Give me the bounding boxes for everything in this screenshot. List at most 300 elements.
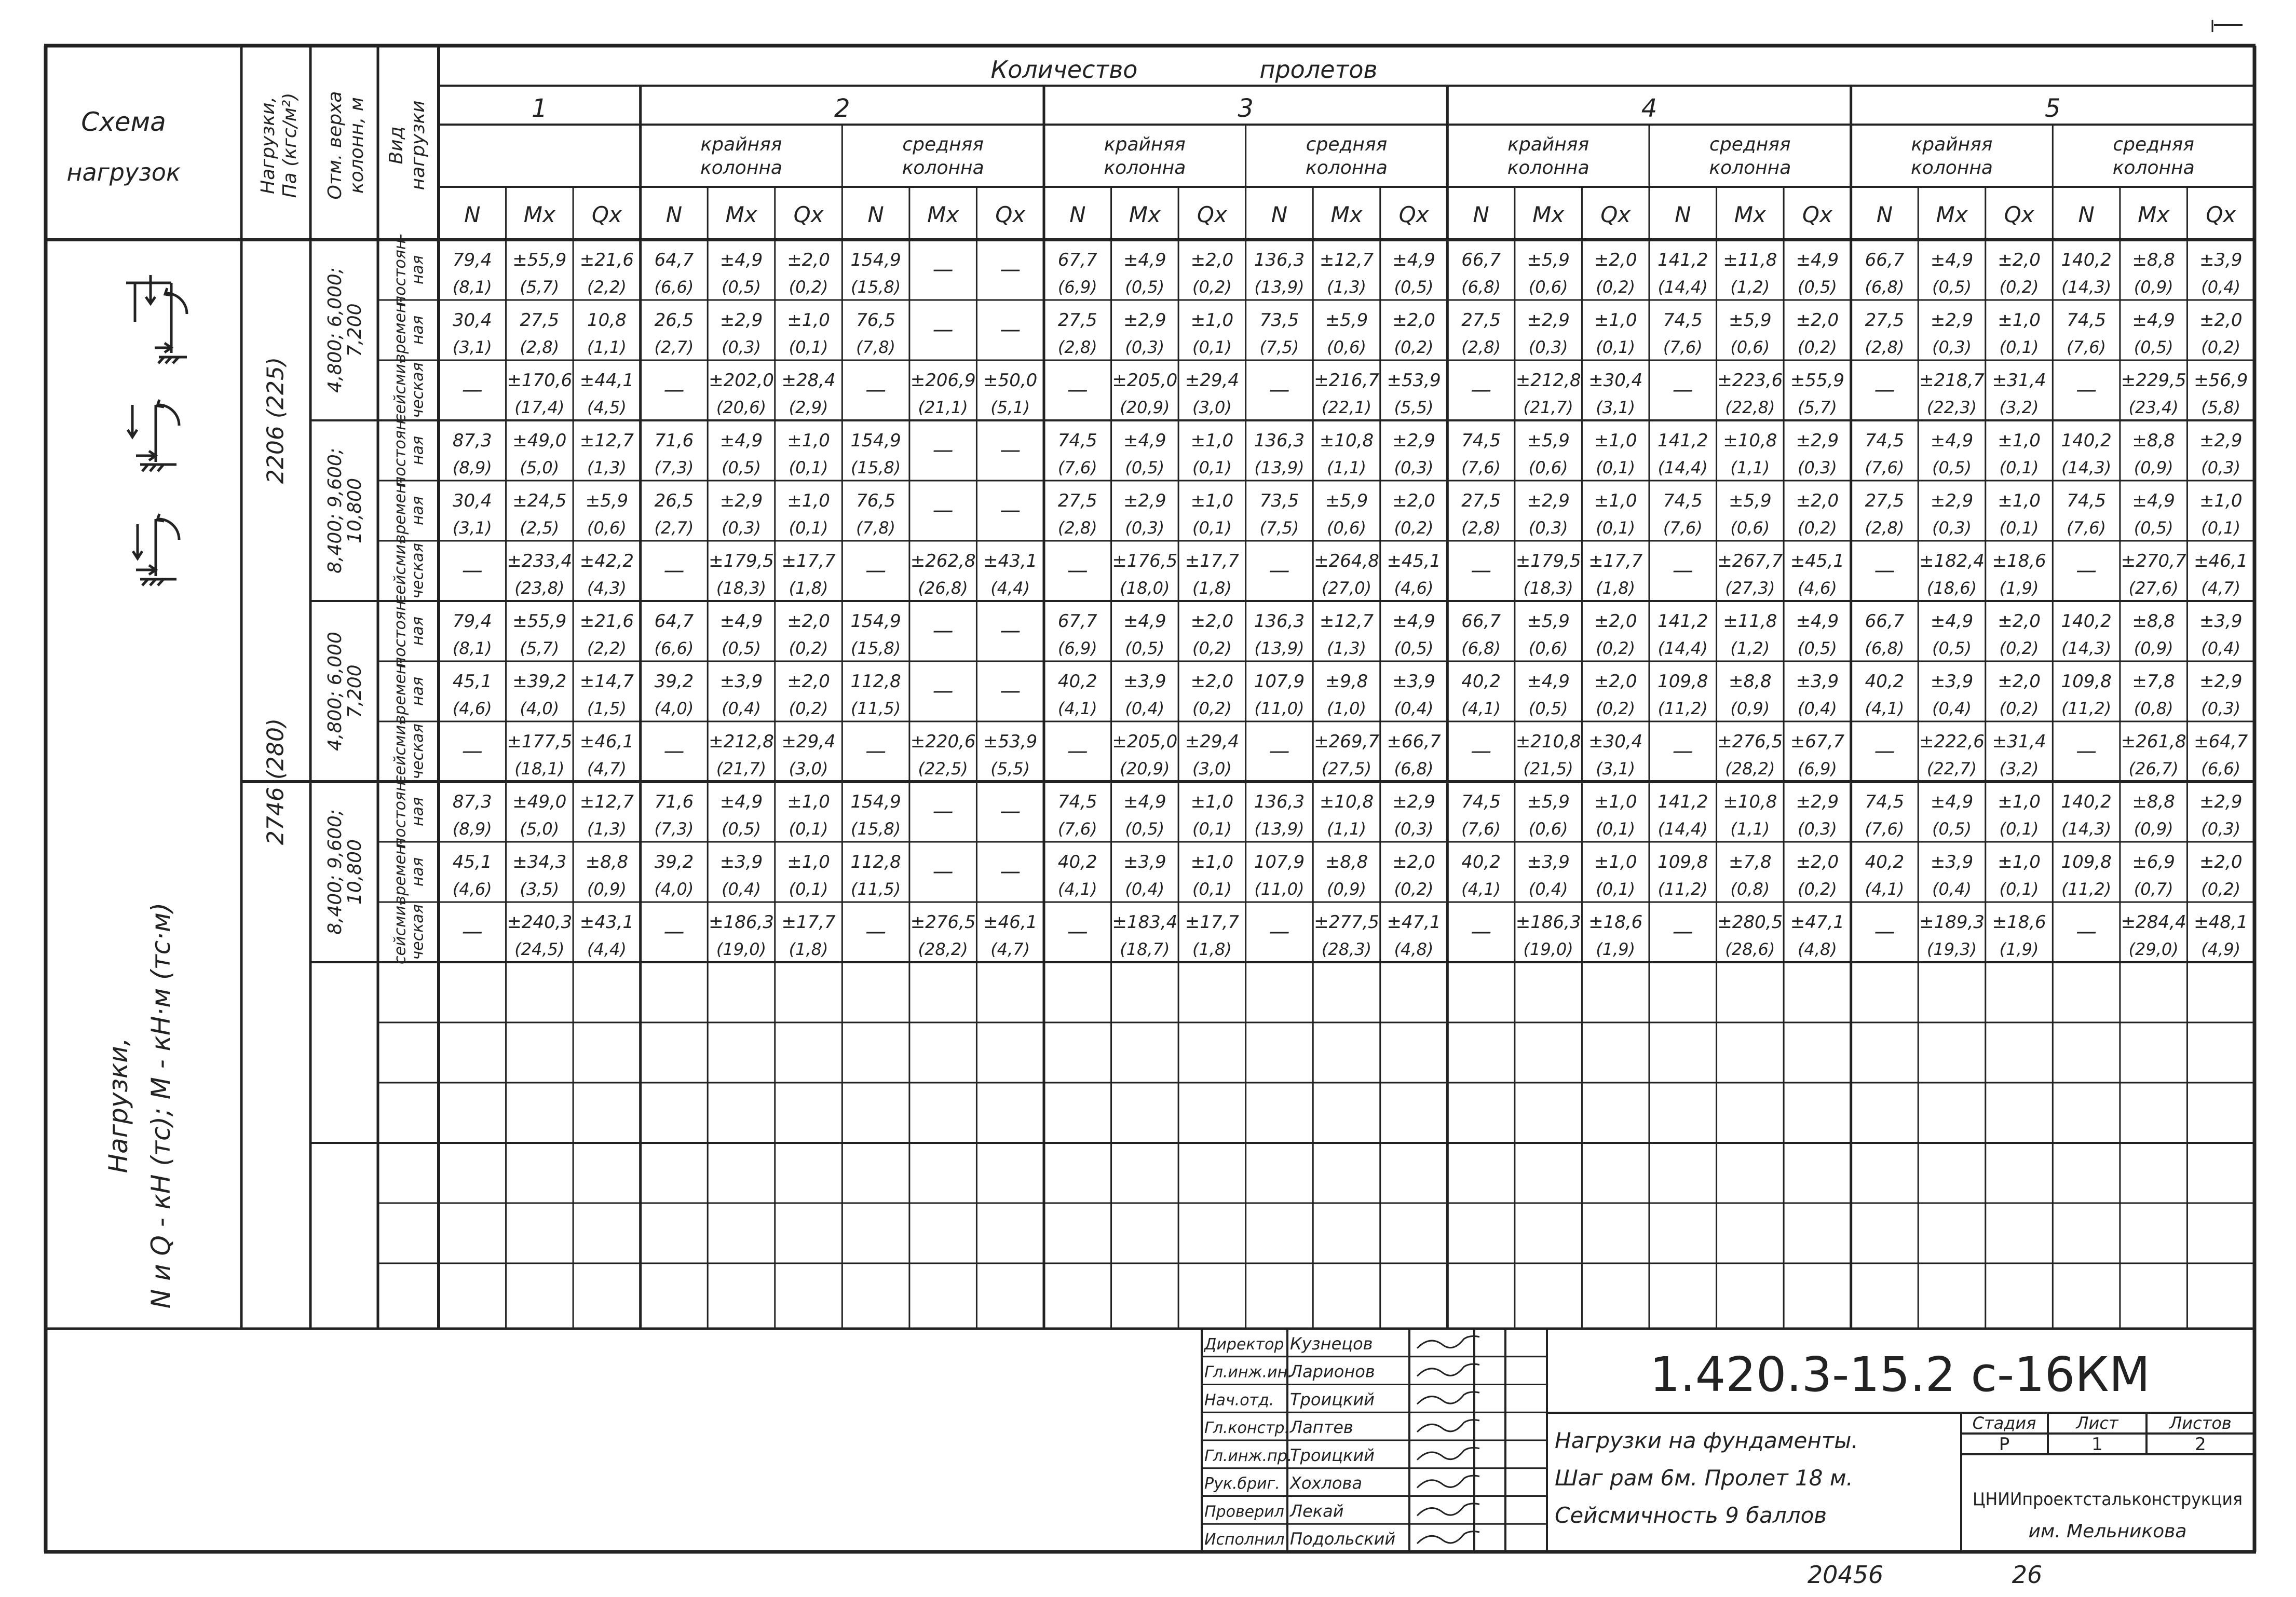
table-cell-value-kgf: (13,9) xyxy=(1254,277,1305,297)
table-cell-value: 67,7 xyxy=(1057,250,1097,270)
table-body xyxy=(263,234,2248,964)
svg-text:сейсми-: сейсми- xyxy=(391,539,410,603)
span-number: 4 xyxy=(1641,94,1658,123)
load-group-label xyxy=(263,718,289,845)
table-cell-value-kgf: (0,2) xyxy=(1394,879,1434,899)
svg-text:ческая: ческая xyxy=(409,724,427,780)
table-cell-value-kgf: (0,1) xyxy=(1192,879,1232,899)
table-cell-value-kgf: (0,4) xyxy=(1797,699,1837,718)
table-cell-value: ±1,0 xyxy=(2199,490,2243,511)
table-cell-value: ±4,9 xyxy=(719,791,763,812)
table-cell-value: ±4,9 xyxy=(1796,611,1839,632)
table-cell-value-kgf: (0,1) xyxy=(1999,458,2039,477)
table-cell-value: ±50,0 xyxy=(983,370,1038,391)
table-cell-value: 64,7 xyxy=(654,250,694,270)
table-cell-value-kgf: (0,4) xyxy=(1528,879,1568,899)
table-cell-value: ±4,9 xyxy=(719,611,763,632)
table-cell-value-kgf: (15,8) xyxy=(851,638,901,658)
table-cell-value-kgf: (11,0) xyxy=(1254,699,1305,718)
table-cell-value-kgf: (22,3) xyxy=(1926,398,1977,417)
table-cell-value-kgf: (0,6) xyxy=(1327,518,1366,538)
table-cell-value-kgf: (7,5) xyxy=(1259,518,1299,538)
table-cell-value-kgf: (26,8) xyxy=(918,578,968,598)
table-cell-value-kgf: (4,7) xyxy=(990,939,1030,959)
table-cell-value: ±30,4 xyxy=(1588,370,1643,391)
type-col-header-line1: Вид xyxy=(386,126,407,165)
table-cell-value: ±280,5 xyxy=(1717,912,1783,933)
table-cell-value: ±3,9 xyxy=(1930,852,1974,872)
document-code: 1.420.3-15.2 с-16КМ xyxy=(1650,1347,2150,1402)
table-cell-value-kgf: (21,7) xyxy=(716,759,767,779)
table-cell-value: 141,2 xyxy=(1658,791,1708,812)
table-cell-value: ±3,9 xyxy=(1123,852,1166,872)
edge-column-label: колонна xyxy=(1507,157,1589,179)
load-scheme-sketch xyxy=(126,275,187,585)
table-cell-value: ±2,9 xyxy=(1796,430,1839,451)
table-cell-value-kgf: (5,7) xyxy=(520,638,560,658)
table-cell-value-kgf: (18,3) xyxy=(1523,578,1573,598)
table-cell-value: ±3,9 xyxy=(2199,250,2243,270)
table-cell-value-kgf: (0,1) xyxy=(789,518,828,538)
type-col-header-line2: нагрузки xyxy=(407,100,429,190)
table-cell-value-kgf: (7,6) xyxy=(1865,458,1905,477)
middle-column-label: средняя xyxy=(2113,134,2194,155)
table-cell-value: ±45,1 xyxy=(1387,551,1441,571)
table-cell-value: ±1,0 xyxy=(1190,791,1234,812)
table-cell-value-kgf: (0,2) xyxy=(1596,699,1636,718)
subcolumn-header: N xyxy=(1473,202,1489,227)
table-cell-value: ±4,9 xyxy=(1527,671,1570,692)
table-cell-value-kgf: (1,0) xyxy=(1327,699,1366,718)
middle-column-label: колонна xyxy=(902,157,984,179)
table-cell-value: ±3,9 xyxy=(1796,671,1839,692)
table-cell-value: — xyxy=(461,378,483,402)
table-cell-value: ±14,7 xyxy=(579,671,634,692)
table-cell-value: ±2,0 xyxy=(1392,310,1435,331)
table-cell-value-kgf: (0,2) xyxy=(1797,879,1837,899)
table-cell-value-kgf: (28,6) xyxy=(1725,939,1775,959)
table-cell-value: 74,5 xyxy=(2067,310,2106,331)
table-cell-value: — xyxy=(2076,558,2097,582)
subcolumn-header: N xyxy=(464,202,481,227)
table-cell-value-kgf: (0,5) xyxy=(722,638,761,658)
table-cell-value: ±2,0 xyxy=(787,671,830,692)
table-cell-value-kgf: (3,1) xyxy=(452,337,492,357)
table-cell-value: ±2,9 xyxy=(1392,791,1435,812)
table-cell-value-kgf: (2,8) xyxy=(1057,337,1097,357)
subcolumn-header: Mx xyxy=(523,202,555,227)
stamp-name: Лекай xyxy=(1290,1501,1344,1521)
table-cell-value: 109,8 xyxy=(2061,671,2112,692)
table-cell-value: 87,3 xyxy=(452,791,492,812)
table-cell-value-kgf: (3,2) xyxy=(1999,398,2039,417)
table-cell-value: 107,9 xyxy=(1254,852,1305,872)
table-cell-value-kgf: (3,5) xyxy=(520,879,560,899)
table-cell-value-kgf: (7,6) xyxy=(1461,819,1501,839)
subcolumn-header: Mx xyxy=(1532,202,1565,227)
table-cell-value-kgf: (21,7) xyxy=(1523,398,1573,417)
table-cell-value-kgf: (0,9) xyxy=(1730,699,1770,718)
table-cell-value: ±1,0 xyxy=(1998,852,2041,872)
table-cell-value-kgf: (0,3) xyxy=(1394,458,1434,477)
middle-column-label: средняя xyxy=(902,134,984,155)
table-cell-value: ±17,7 xyxy=(1185,912,1239,933)
table-cell-value: 140,2 xyxy=(2061,791,2112,812)
svg-text:постоян-: постоян- xyxy=(391,234,410,306)
signature xyxy=(1417,1476,1479,1487)
table-cell-value: — xyxy=(461,739,483,763)
table-cell-value: 74,5 xyxy=(1865,430,1905,451)
svg-text:постоян-: постоян- xyxy=(391,595,410,667)
table-cell-value-kgf: (0,2) xyxy=(2201,879,2241,899)
table-cell-value-kgf: (0,2) xyxy=(1394,337,1434,357)
table-cell-value: ±55,9 xyxy=(512,250,567,270)
table-cell-value: — xyxy=(663,558,685,582)
signature xyxy=(1417,1532,1479,1544)
table-cell-value-kgf: (11,2) xyxy=(1658,879,1708,899)
table-cell-value: ±276,5 xyxy=(910,912,976,933)
table-cell-value: 40,2 xyxy=(1057,852,1097,872)
table-cell-value: 136,3 xyxy=(1254,250,1305,270)
table-cell-value-kgf: (0,1) xyxy=(789,458,828,477)
table-cell-value: 10,8 xyxy=(587,310,627,331)
svg-text:ная: ная xyxy=(409,315,427,345)
table-cell-value: ±1,0 xyxy=(1594,791,1637,812)
table-cell-value-kgf: (0,5) xyxy=(722,458,761,477)
table-cell-value-kgf: (0,4) xyxy=(722,879,761,899)
table-cell-value: 27,5 xyxy=(1461,310,1501,331)
middle-column-label: колонна xyxy=(1709,157,1791,179)
table-cell-value-kgf: (4,1) xyxy=(1461,879,1501,899)
table-cell-value: 40,2 xyxy=(1865,671,1905,692)
table-cell-value: ±2,9 xyxy=(1527,310,1570,331)
table-cell-value-kgf: (7,6) xyxy=(1663,337,1703,357)
table-cell-value: ±1,0 xyxy=(787,852,830,872)
table-cell-value: ±261,8 xyxy=(2121,731,2186,752)
table-cell-value-kgf: (0,6) xyxy=(1528,458,1568,477)
table-cell-value-kgf: (0,2) xyxy=(789,277,828,297)
subcolumn-header: Qx xyxy=(1802,202,1832,227)
load-type-label xyxy=(391,839,427,905)
table-cell-value-kgf: (0,3) xyxy=(2201,699,2241,718)
table-cell-value: ±46,1 xyxy=(983,912,1038,933)
table-cell-value: ±8,8 xyxy=(2132,611,2175,632)
table-cell-value-kgf: (0,2) xyxy=(1999,277,2039,297)
stamp-name: Ларионов xyxy=(1290,1361,1375,1382)
table-cell-value: — xyxy=(865,378,887,402)
table-cell-value-kgf: (0,3) xyxy=(2201,458,2241,477)
table-cell-value: — xyxy=(1000,318,1021,342)
table-cell-value-kgf: (0,6) xyxy=(1327,337,1366,357)
table-cell-value: ±4,9 xyxy=(719,250,763,270)
table-cell-value: ±29,4 xyxy=(781,731,836,752)
table-cell-value: 27,5 xyxy=(1461,490,1501,511)
table-cell-value: ±2,9 xyxy=(1930,490,1974,511)
table-cell-value-kgf: (1,1) xyxy=(587,337,627,357)
table-cell-value-kgf: (4,6) xyxy=(452,699,492,718)
svg-text:ная: ная xyxy=(409,255,427,285)
table-cell-value: ±10,8 xyxy=(1319,430,1374,451)
table-cell-value: ±2,0 xyxy=(1998,611,2041,632)
table-cell-value-kgf: (0,9) xyxy=(2134,819,2173,839)
table-cell-value: ±4,9 xyxy=(1930,611,1974,632)
table-cell-value-kgf: (23,4) xyxy=(2128,398,2179,417)
stamp-role: Гл.инж.пр. xyxy=(1204,1446,1293,1465)
table-cell-value: 27,5 xyxy=(1057,310,1097,331)
table-cell-value: ±7,8 xyxy=(1729,852,1772,872)
table-cell-value-kgf: (6,8) xyxy=(1865,277,1905,297)
table-cell-value: ±42,2 xyxy=(579,551,634,571)
table-cell-value-kgf: (7,6) xyxy=(2067,337,2107,357)
table-cell-value: ±1,0 xyxy=(787,310,830,331)
table-cell-value-kgf: (7,8) xyxy=(856,337,896,357)
table-cell-value-kgf: (6,6) xyxy=(654,277,694,297)
table-cell-value-kgf: (28,3) xyxy=(1321,939,1372,959)
table-cell-value: 79,4 xyxy=(452,250,492,270)
table-cell-value: 64,7 xyxy=(654,611,694,632)
table-cell-value-kgf: (0,1) xyxy=(1596,518,1636,538)
stamp-name: Троицкий xyxy=(1290,1389,1375,1410)
edge-column-label: крайняя xyxy=(1911,134,1993,155)
table-cell-value-kgf: (1,8) xyxy=(789,578,828,598)
subcolumn-header: Qx xyxy=(995,202,1026,227)
column-mark-label xyxy=(324,448,365,574)
svg-text:времен-: времен- xyxy=(391,297,410,363)
table-cell-value-kgf: (6,9) xyxy=(1057,638,1097,658)
table-cell-value-kgf: (0,5) xyxy=(1932,277,1972,297)
stage-value: Р xyxy=(1999,1434,2010,1455)
table-cell-value: ±64,7 xyxy=(2194,731,2248,752)
table-cell-value-kgf: (0,3) xyxy=(1125,337,1165,357)
table-cell-value: ±205,0 xyxy=(1112,731,1178,752)
table-cell-value: ±2,9 xyxy=(2199,671,2243,692)
signature xyxy=(1417,1336,1479,1348)
table-cell-value: ±284,4 xyxy=(2121,912,2186,933)
table-cell-value: ±1,0 xyxy=(787,490,830,511)
svg-text:постоян-: постоян- xyxy=(391,414,410,487)
table-cell-value-kgf: (0,6) xyxy=(1730,518,1770,538)
table-cell-value-kgf: (4,3) xyxy=(587,578,627,598)
table-cell-value: ±2,0 xyxy=(1190,250,1234,270)
svg-text:сейсми-: сейсми- xyxy=(391,719,410,784)
table-cell-value-kgf: (0,7) xyxy=(2134,879,2173,899)
table-cell-value: 74,5 xyxy=(1663,490,1703,511)
table-cell-value: — xyxy=(1000,438,1021,462)
table-cell-value-kgf: (14,4) xyxy=(1658,458,1708,477)
table-cell-value: ±18,6 xyxy=(1992,551,2046,571)
table-cell-value: 73,5 xyxy=(1259,310,1299,331)
table-cell-value: — xyxy=(1471,558,1492,582)
table-cell-value-kgf: (0,5) xyxy=(1797,638,1837,658)
table-cell-value: ±11,8 xyxy=(1723,611,1777,632)
table-cell-value: — xyxy=(932,257,954,281)
table-cell-value: ±264,8 xyxy=(1314,551,1379,571)
left-caption-line2: N и Q - кН (тс); M - кН·м (тс·м) xyxy=(146,902,176,1309)
table-cell-value: — xyxy=(1471,378,1492,402)
scheme-header-line1: Схема xyxy=(81,107,166,137)
table-cell-value-kgf: (0,3) xyxy=(1932,337,1972,357)
table-cell-value: 66,7 xyxy=(1461,250,1501,270)
spans-title-word2: пролетов xyxy=(1259,56,1378,84)
table-cell-value: ±5,9 xyxy=(1527,250,1570,270)
signature xyxy=(1417,1448,1479,1459)
table-cell-value: ±262,8 xyxy=(910,551,976,571)
table-cell-value-kgf: (0,2) xyxy=(1999,638,2039,658)
middle-column-label: средняя xyxy=(1709,134,1791,155)
table-cell-value-kgf: (19,0) xyxy=(716,939,767,959)
table-cell-value: — xyxy=(1874,558,1895,582)
table-cell-value: ±53,9 xyxy=(983,731,1038,752)
table-cell-value-kgf: (18,1) xyxy=(514,759,565,779)
table-cell-value: ±2,9 xyxy=(1123,310,1166,331)
table-cell-value-kgf: (4,1) xyxy=(1057,879,1097,899)
table-cell-value-kgf: (0,1) xyxy=(789,819,828,839)
table-cell-value-kgf: (0,3) xyxy=(1528,337,1568,357)
table-cell-value: ±2,0 xyxy=(1392,490,1435,511)
stamp-role: Исполнил xyxy=(1204,1531,1285,1549)
load-col-header-line1: Нагрузки, xyxy=(257,97,279,194)
table-cell-value-kgf: (0,9) xyxy=(2134,638,2173,658)
table-cell-value-kgf: (2,8) xyxy=(520,337,560,357)
mark-col-header-line2: колонн, м xyxy=(346,97,368,194)
table-cell-value: ±47,1 xyxy=(1387,912,1441,933)
subcolumn-header: Mx xyxy=(2138,202,2170,227)
table-cell-value: — xyxy=(1269,558,1290,582)
table-cell-value-kgf: (27,3) xyxy=(1725,578,1775,598)
table-cell-value-kgf: (0,5) xyxy=(2134,337,2173,357)
table-cell-value-kgf: (13,9) xyxy=(1254,638,1305,658)
table-cell-value-kgf: (0,4) xyxy=(1394,699,1434,718)
table-cell-value: ±9,8 xyxy=(1325,671,1368,692)
table-cell-value-kgf: (6,8) xyxy=(1865,638,1905,658)
svg-text:сейсми-: сейсми- xyxy=(391,358,410,422)
table-cell-value: ±4,9 xyxy=(719,430,763,451)
table-cell-value-kgf: (4,5) xyxy=(587,398,627,417)
table-cell-value: ±46,1 xyxy=(579,731,634,752)
table-cell-value-kgf: (0,2) xyxy=(1797,337,1837,357)
table-cell-value: ±24,5 xyxy=(512,490,567,511)
table-cell-value: — xyxy=(1000,859,1021,883)
table-cell-value: ±179,5 xyxy=(709,551,774,571)
table-cell-value: ±1,0 xyxy=(1998,430,2041,451)
table-cell-value: ±45,1 xyxy=(1790,551,1844,571)
table-cell-value: — xyxy=(1874,739,1895,763)
svg-text:ная: ная xyxy=(409,857,427,887)
table-cell-value-kgf: (1,1) xyxy=(1327,819,1366,839)
table-cell-value-kgf: (2,8) xyxy=(1461,337,1501,357)
table-cell-value: 30,4 xyxy=(452,490,492,511)
table-cell-value: — xyxy=(1269,920,1290,944)
table-cell-value: ±223,6 xyxy=(1717,370,1783,391)
svg-text:времен-: времен- xyxy=(391,658,410,725)
table-cell-value-kgf: (0,1) xyxy=(1596,458,1636,477)
table-cell-value-kgf: (1,9) xyxy=(1999,578,2039,598)
table-cell-value: ±2,0 xyxy=(1594,611,1637,632)
subcolumn-header: Mx xyxy=(1129,202,1161,227)
table-cell-value: ±4,9 xyxy=(1930,430,1974,451)
table-cell-value-kgf: (0,1) xyxy=(1999,337,2039,357)
stamp-role: Гл.констр. xyxy=(1204,1419,1290,1437)
table-cell-value: ±8,8 xyxy=(2132,430,2175,451)
table-cell-value-kgf: (0,4) xyxy=(1932,879,1972,899)
table-cell-value-kgf: (7,3) xyxy=(654,819,694,839)
table-cell-value: ±2,9 xyxy=(1123,490,1166,511)
table-cell-value-kgf: (1,3) xyxy=(587,819,627,839)
table-cell-value: 141,2 xyxy=(1658,611,1708,632)
table-cell-value: ±21,6 xyxy=(579,611,634,632)
table-cell-value: ±34,3 xyxy=(512,852,567,872)
table-cell-value: ±218,7 xyxy=(1919,370,1985,391)
table-cell-value-kgf: (1,3) xyxy=(1327,638,1366,658)
table-cell-value-kgf: (20,6) xyxy=(716,398,767,417)
table-cell-value-kgf: (0,1) xyxy=(1192,337,1232,357)
table-cell-value: ±4,9 xyxy=(2132,310,2175,331)
table-cell-value: ±4,9 xyxy=(1123,430,1166,451)
table-cell-value: ±2,0 xyxy=(1796,852,1839,872)
table-cell-value: — xyxy=(1874,920,1895,944)
table-cell-value-kgf: (4,1) xyxy=(1461,699,1501,718)
sheet-value: 1 xyxy=(2091,1434,2103,1455)
table-cell-value: 27,5 xyxy=(520,310,560,331)
table-cell-value: ±2,9 xyxy=(719,310,763,331)
table-cell-value-kgf: (5,0) xyxy=(520,458,560,477)
table-cell-value: ±2,0 xyxy=(1594,250,1637,270)
load-type-label xyxy=(391,358,427,422)
table-cell-value-kgf: (19,3) xyxy=(1926,939,1977,959)
table-cell-value: 136,3 xyxy=(1254,611,1305,632)
table-cell-value: ±5,9 xyxy=(1325,490,1368,511)
table-cell-value: ±4,9 xyxy=(1123,791,1166,812)
table-cell-value: 73,5 xyxy=(1259,490,1299,511)
load-type-label xyxy=(391,659,427,725)
table-cell-value: ±2,9 xyxy=(2199,430,2243,451)
table-cell-value: — xyxy=(2076,739,2097,763)
doc-title-line2: Шаг рам 6м. Пролет 18 м. xyxy=(1555,1465,1853,1491)
table-cell-value-kgf: (0,3) xyxy=(1528,518,1568,538)
table-cell-value-kgf: (14,3) xyxy=(2061,277,2112,297)
table-cell-value-kgf: (0,2) xyxy=(789,699,828,718)
table-cell-value-kgf: (4,6) xyxy=(1797,578,1837,598)
table-cell-value: — xyxy=(663,378,685,402)
sheets-label: Листов xyxy=(2169,1413,2232,1433)
table-cell-value: 76,5 xyxy=(856,490,895,511)
table-cell-value: ±1,0 xyxy=(1594,430,1637,451)
table-cell-value-kgf: (8,1) xyxy=(452,638,492,658)
table-cell-value: ±1,0 xyxy=(1594,852,1637,872)
table-cell-value-kgf: (19,0) xyxy=(1523,939,1573,959)
subcolumn-header: N xyxy=(1271,202,1288,227)
table-cell-value: — xyxy=(2076,378,2097,402)
table-cell-value-kgf: (2,9) xyxy=(789,398,828,417)
table-cell-value: 74,5 xyxy=(1057,430,1097,451)
table-cell-value-kgf: (11,2) xyxy=(2061,879,2112,899)
table-cell-value-kgf: (0,5) xyxy=(1528,699,1568,718)
table-cell-value: ±2,0 xyxy=(1190,611,1234,632)
table-cell-value-kgf: (0,2) xyxy=(1394,518,1434,538)
table-cell-value: ±222,6 xyxy=(1919,731,1985,752)
table-cell-value: ±66,7 xyxy=(1387,731,1441,752)
table-cell-value-kgf: (21,1) xyxy=(918,398,968,417)
table-cell-value: ±6,9 xyxy=(2132,852,2175,872)
table-cell-value-kgf: (3,0) xyxy=(789,759,828,779)
svg-text:ная: ная xyxy=(409,496,427,526)
table-cell-value-kgf: (28,2) xyxy=(918,939,968,959)
table-cell-value-kgf: (14,4) xyxy=(1658,819,1708,839)
table-cell-value: ±170,6 xyxy=(507,370,573,391)
table-cell-value: ±48,1 xyxy=(2194,912,2248,933)
table-cell-value: ±212,8 xyxy=(709,731,774,752)
column-mark-label xyxy=(324,632,365,751)
